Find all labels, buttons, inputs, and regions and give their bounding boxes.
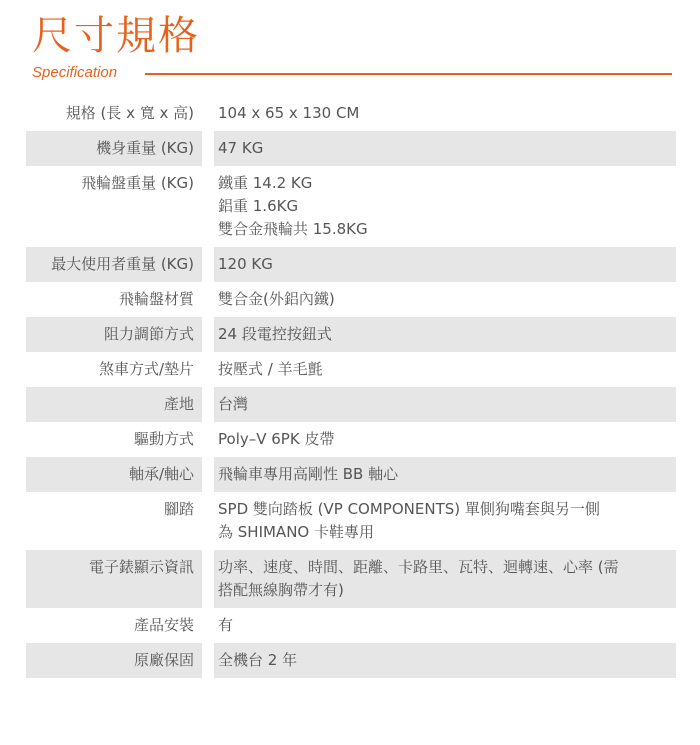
spec-value-line: 24 段電控按鈕式	[218, 325, 332, 343]
spec-row	[26, 247, 676, 282]
spec-row	[26, 492, 676, 550]
spec-table	[26, 96, 676, 678]
spec-value	[202, 102, 676, 125]
spec-value	[202, 253, 676, 276]
spec-row	[26, 317, 676, 352]
spec-value-line: 47 KG	[218, 139, 264, 157]
spec-row	[26, 282, 676, 317]
spec-label: 驅動方式	[133, 430, 194, 448]
spec-row	[26, 550, 676, 608]
spec-value	[202, 556, 676, 602]
spec-label: 最大使用者重量 (KG)	[51, 255, 194, 273]
spec-value	[202, 172, 676, 241]
spec-value-line: 鋁重 1.6KG	[218, 197, 299, 215]
spec-label: 產地	[163, 395, 194, 413]
spec-label: 阻力調節方式	[103, 325, 194, 343]
spec-value	[202, 463, 676, 486]
spec-value-line: 為 SHIMANO 卡鞋專用	[218, 523, 374, 541]
spec-value	[202, 137, 676, 160]
spec-row	[26, 131, 676, 166]
page-subtitle: Specification	[32, 64, 118, 81]
spec-label: 規格 (長 x 寬 x 高)	[65, 104, 194, 122]
spec-value-line: 104 x 65 x 130 CM	[218, 104, 360, 122]
spec-row	[26, 643, 676, 678]
spec-value-line: 按壓式 / 羊毛氈	[218, 360, 323, 378]
page-title: 尺寸規格	[32, 13, 200, 59]
spec-value	[202, 393, 676, 416]
spec-row	[26, 422, 676, 457]
spec-value	[202, 498, 676, 544]
spec-value	[202, 358, 676, 381]
spec-value-line: SPD 雙向踏板 (VP COMPONENTS) 單側狗嘴套與另一側	[218, 500, 600, 518]
spec-value-line: 鐵重 14.2 KG	[218, 174, 313, 192]
title-divider	[145, 73, 672, 75]
spec-row	[26, 96, 676, 131]
spec-value-line: 雙合金飛輪共 15.8KG	[218, 220, 368, 238]
spec-row	[26, 457, 676, 492]
spec-label: 產品安裝	[133, 616, 194, 634]
spec-label: 電子錶顯示資訊	[88, 558, 194, 576]
spec-value-line: 全機台 2 年	[218, 651, 298, 669]
spec-value-line: 雙合金(外鋁內鐵)	[218, 290, 335, 308]
spec-row	[26, 352, 676, 387]
spec-row	[26, 166, 676, 247]
spec-label: 飛輪盤材質	[118, 290, 194, 308]
spec-row	[26, 387, 676, 422]
spec-label: 煞車方式/墊片	[98, 360, 194, 378]
spec-value-line: 有	[218, 616, 234, 634]
spec-label: 軸承/軸心	[128, 465, 194, 483]
spec-value-line: 飛輪車專用高剛性 BB 軸心	[218, 465, 399, 483]
spec-value	[202, 649, 676, 672]
spec-label: 機身重量 (KG)	[96, 139, 194, 157]
spec-label: 原廠保固	[133, 651, 194, 669]
spec-value-line: 搭配無線胸帶才有)	[218, 581, 344, 599]
spec-value	[202, 323, 676, 346]
spec-value-line: Poly–V 6PK 皮帶	[218, 430, 335, 448]
spec-value	[202, 614, 676, 637]
spec-row	[26, 608, 676, 643]
spec-label: 腳踏	[163, 500, 194, 518]
spec-label: 飛輪盤重量 (KG)	[81, 174, 194, 192]
spec-value	[202, 288, 676, 311]
spec-value	[202, 428, 676, 451]
spec-value-line: 120 KG	[218, 255, 273, 273]
spec-value-line: 功率、速度、時間、距離、卡路里、瓦特、迴轉速、心率 (需	[218, 558, 619, 576]
spec-value-line: 台灣	[218, 395, 249, 413]
